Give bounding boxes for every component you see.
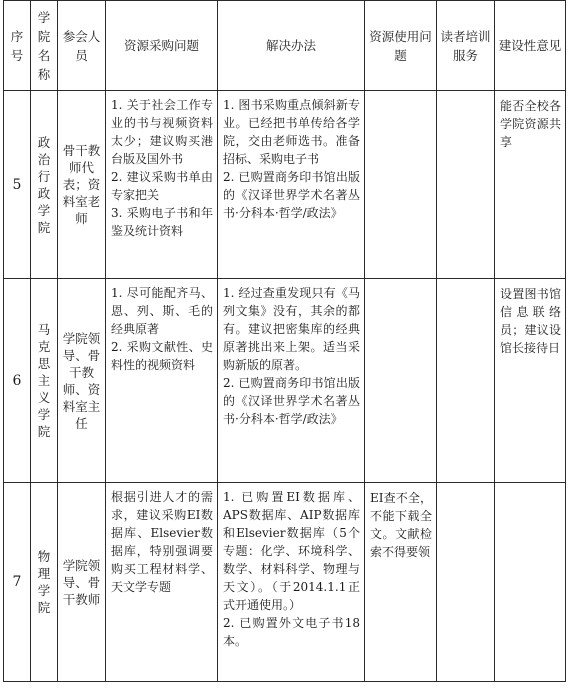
- row-training-cell: [437, 279, 495, 483]
- header-procurement-issue: 资源采购问题: [106, 1, 218, 91]
- solution-item: 2. 已购置商务印书馆出版的《汉译世界学术名著丛书·分科本·哲学/政法》: [223, 376, 360, 426]
- row-suggestion-cell: 能否全校各学院资源共享: [495, 91, 566, 279]
- row-seq: 5: [4, 91, 31, 279]
- row-solution-cell: [218, 279, 365, 483]
- row-usage-cell: [365, 279, 437, 483]
- row-training-cell: [437, 91, 495, 279]
- header-seq: 序号: [4, 1, 31, 91]
- row-suggestion-cell: [495, 483, 566, 682]
- procurement-item: 2. 建议采购书单由专家把关: [111, 170, 213, 202]
- row-solution-cell: [218, 483, 365, 682]
- procurement-item: 2. 采购文献性、史料性的视频资料: [111, 340, 213, 372]
- table-row: [4, 279, 566, 483]
- row-college: 物理学院: [31, 483, 58, 682]
- header-solution: 解决办法: [218, 1, 365, 91]
- procurement-item: 1. 尽可能配齐马、恩、列、斯、毛的经典原著: [111, 286, 213, 336]
- header-suggestions: 建设性意见: [495, 1, 566, 91]
- header-reader-training: 读者培训服务: [437, 1, 495, 91]
- table-header-row: [4, 1, 566, 91]
- solution-item: 1. 已购置EI数据库、APS数据库、AIP数据库和Elsevier数据库（5个专题：化学、环境科学、数学、材料科学、物理与天文）。（于2014.1.1正式开通使用。）: [223, 490, 360, 612]
- row-suggestion-cell: 设置图书馆信息联络员；建议设馆长接待日: [495, 279, 566, 483]
- solution-item: 2. 已购置外文电子书18本。: [223, 616, 360, 648]
- procurement-item: 根据引进人才的需求，建议采购EI数据库、Elsevier数据库，特别强调要购买工程材料学、天文学专题: [111, 490, 213, 594]
- document-page: [3, 0, 565, 686]
- row-college: 政治行政学院: [31, 91, 58, 279]
- row-participants: 骨干教师代表；资料室老师: [58, 91, 106, 279]
- row-procurement-cell: [106, 91, 218, 279]
- procurement-item: 3. 采购电子书和年鉴及统计资料: [111, 206, 213, 238]
- solution-item: 1. 经过查重发现只有《马列文集》没有，其余的都有。建议把密集库的经典原著挑出来上架。适当采购新版的原著。: [223, 286, 360, 372]
- header-college: 学院名称: [31, 1, 58, 91]
- procurement-item: 1. 关于社会工作专业的书与视频资料太少；建议购买港台版及国外书: [111, 98, 213, 166]
- feedback-table: [3, 0, 566, 682]
- row-solution-cell: [218, 91, 365, 279]
- row-seq: 6: [4, 279, 31, 483]
- row-seq: 7: [4, 483, 31, 682]
- row-college: 马克思主义学院: [31, 279, 58, 483]
- row-usage-cell: [365, 91, 437, 279]
- table-row: [4, 91, 566, 279]
- row-participants: 学院领导、骨干教师: [58, 483, 106, 682]
- header-usage-issue: 资源使用问题: [365, 1, 437, 91]
- row-participants: 学院领导、骨干教师、资料室主任: [58, 279, 106, 483]
- table-row: [4, 483, 566, 682]
- row-usage-cell: EI查不全，不能下载全文。文献检索不得要领: [365, 483, 437, 682]
- row-procurement-cell: [106, 279, 218, 483]
- header-participants: 参会人员: [58, 1, 106, 91]
- solution-item: 1. 图书采购重点倾斜新专业。已经把书单传给各学院，交由老师选书。准备招标、采购电子书: [223, 98, 360, 166]
- row-training-cell: [437, 483, 495, 682]
- row-procurement-cell: [106, 483, 218, 682]
- solution-item: 2. 已购置商务印书馆出版的《汉译世界学术名著丛书·分科本·哲学/政法》: [223, 170, 360, 220]
